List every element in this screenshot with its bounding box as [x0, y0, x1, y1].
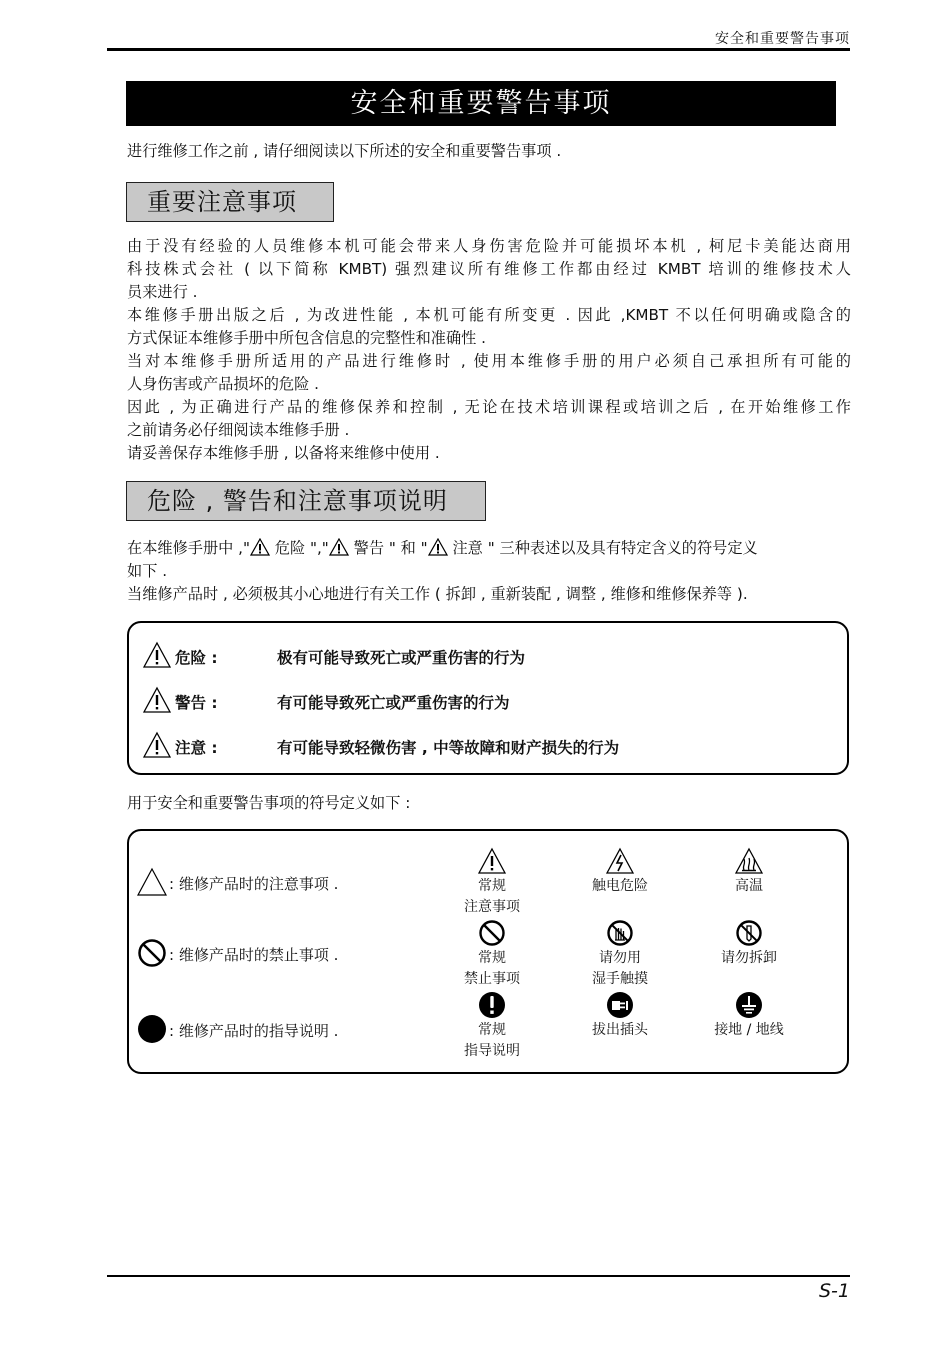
- unplug-icon: [606, 991, 634, 1019]
- definition-warning: [143, 686, 743, 716]
- symbol-unplug: [565, 991, 675, 1041]
- definition-desc: 有可能导致死亡或严重伤害的行为: [277, 694, 510, 712]
- page-title: 安全和重要警告事项: [126, 81, 836, 126]
- symbol-caption: 请勿拆卸: [721, 950, 777, 966]
- section1-line: 员来进行 .: [127, 283, 198, 301]
- section-heading-warnings: 危险 , 警告和注意事项说明: [126, 481, 486, 521]
- warning-icon: [143, 731, 171, 759]
- section2-line1-part: 警告 " 和 ": [348, 539, 428, 557]
- symbol-high-temperature: [694, 847, 804, 897]
- section1-line: 人身伤害或产品损坏的危险 .: [127, 375, 319, 393]
- symbol-caption: 注意事项: [464, 899, 520, 915]
- symbol-no-disassembly: [694, 919, 804, 969]
- symbol-general-caution: [437, 847, 547, 918]
- symbol-ground: [694, 991, 804, 1041]
- section2-body: [127, 537, 851, 606]
- section2-line1-part: 在本维修手册中 ,": [127, 539, 250, 557]
- warning-icon: [428, 538, 448, 556]
- symbol-caption: 接地 / 地线: [714, 1022, 784, 1038]
- section1-line: 科技株式会社 ( 以下简称 KMBT) 强烈建议所有维修工作都由经过 KMBT 培训的维修技术人: [127, 260, 851, 278]
- symbol-row-caution: [137, 867, 437, 899]
- warning-icon: [250, 538, 270, 556]
- symbol-caption: 常规: [478, 950, 506, 966]
- section1-line: 因此 , 为正确进行产品的维修保养和控制 , 无论在技术培训课程或培训之后 , 在开始维修工作: [127, 398, 851, 416]
- ground-icon: [735, 991, 763, 1019]
- footer-rule: [107, 1275, 850, 1277]
- page-number: S-1: [818, 1280, 850, 1302]
- symbol-caption: 湿手触摸: [592, 971, 648, 987]
- symbol-row-text: : 维修产品时的指导说明 .: [169, 1022, 339, 1040]
- no-disassembly-icon: [735, 919, 763, 947]
- symbols-box: [127, 829, 849, 1074]
- section2-line3: 当维修产品时 , 必须极其小心地进行有关工作 ( 拆卸 , 重新装配 , 调整 , 维修和维修保养等 ).: [127, 585, 748, 603]
- triangle-icon: [137, 867, 167, 897]
- section2-line2: 如下 .: [127, 562, 168, 580]
- symbol-caption: 常规: [478, 1022, 506, 1038]
- warning-icon: [329, 538, 349, 556]
- section1-body: [127, 235, 851, 465]
- symbols-intro-line: 用于安全和重要警告事项的符号定义如下 :: [127, 794, 411, 812]
- definition-label: 注意 :: [175, 739, 218, 757]
- high-temperature-icon: [735, 847, 763, 875]
- definition-desc: 极有可能导致死亡或严重伤害的行为: [277, 649, 526, 667]
- symbol-caption: 高温: [735, 878, 763, 894]
- intro-line: 进行维修工作之前 , 请仔细阅读以下所述的安全和重要警告事项 .: [127, 142, 562, 160]
- symbol-caption: 请勿用: [599, 950, 641, 966]
- intro-text: [127, 140, 851, 163]
- symbol-general-prohibition: [437, 919, 547, 990]
- prohibition-icon: [137, 938, 167, 968]
- section1-line: 当对本维修手册所适用的产品进行维修时 , 使用本维修手册的用户必须自己承担所有可能的: [127, 352, 851, 370]
- section2-line1-part: 危险 ",": [269, 539, 329, 557]
- general-caution-icon: [478, 847, 506, 875]
- symbol-caption: 常规: [478, 878, 506, 894]
- symbol-caption: 指导说明: [464, 1043, 520, 1059]
- symbol-general-instruction: [437, 991, 547, 1062]
- warning-definitions-box: [127, 621, 849, 775]
- running-header: 安全和重要警告事项: [715, 31, 850, 47]
- symbol-no-wet-hands: [565, 919, 675, 990]
- definition-caution: [143, 731, 743, 761]
- section2-line1: [127, 537, 851, 560]
- section2-line1-part: 注意 " 三种表述以及具有特定含义的符号定义: [447, 539, 758, 557]
- symbol-electric-shock: [565, 847, 675, 897]
- symbol-row-text: : 维修产品时的禁止事项 .: [169, 946, 339, 964]
- electric-shock-icon: [606, 847, 634, 875]
- header-rule: [107, 48, 850, 51]
- section1-line: 本维修手册出版之后 , 为改进性能 , 本机可能有所变更 . 因此 ,KMBT 不以任何明确或隐含的: [127, 306, 851, 324]
- symbol-row-text: : 维修产品时的注意事项 .: [169, 875, 339, 893]
- section1-line: 请妥善保存本维修手册 , 以备将来维修中使用 .: [127, 444, 440, 462]
- warning-icon: [143, 641, 171, 669]
- symbol-caption: 拔出插头: [592, 1022, 648, 1038]
- definition-desc: 有可能导致轻微伤害 , 中等故障和财产损失的行为: [277, 739, 620, 757]
- section1-line: 方式保证本维修手册中所包含信息的完整性和准确性 .: [127, 329, 486, 347]
- general-prohibition-icon: [478, 919, 506, 947]
- symbol-row-prohibition: [137, 938, 437, 970]
- section1-line: 由于没有经验的人员维修本机可能会带来人身伤害危险并可能损坏本机 , 柯尼卡美能达商用: [127, 237, 851, 255]
- section1-line: 之前请务必仔细阅读本维修手册 .: [127, 421, 350, 439]
- filled-circle-icon: [137, 1014, 167, 1044]
- general-instruction-icon: [478, 991, 506, 1019]
- symbol-row-instruction: [137, 1014, 437, 1046]
- symbol-caption: 触电危险: [592, 878, 648, 894]
- definition-danger: [143, 641, 743, 671]
- definition-label: 警告 :: [175, 694, 218, 712]
- warning-icon: [143, 686, 171, 714]
- section-heading-important: 重要注意事项: [126, 182, 334, 222]
- no-wet-hands-icon: [606, 919, 634, 947]
- symbol-caption: 禁止事项: [464, 971, 520, 987]
- definition-label: 危险 :: [175, 649, 218, 667]
- symbols-intro: [127, 792, 851, 815]
